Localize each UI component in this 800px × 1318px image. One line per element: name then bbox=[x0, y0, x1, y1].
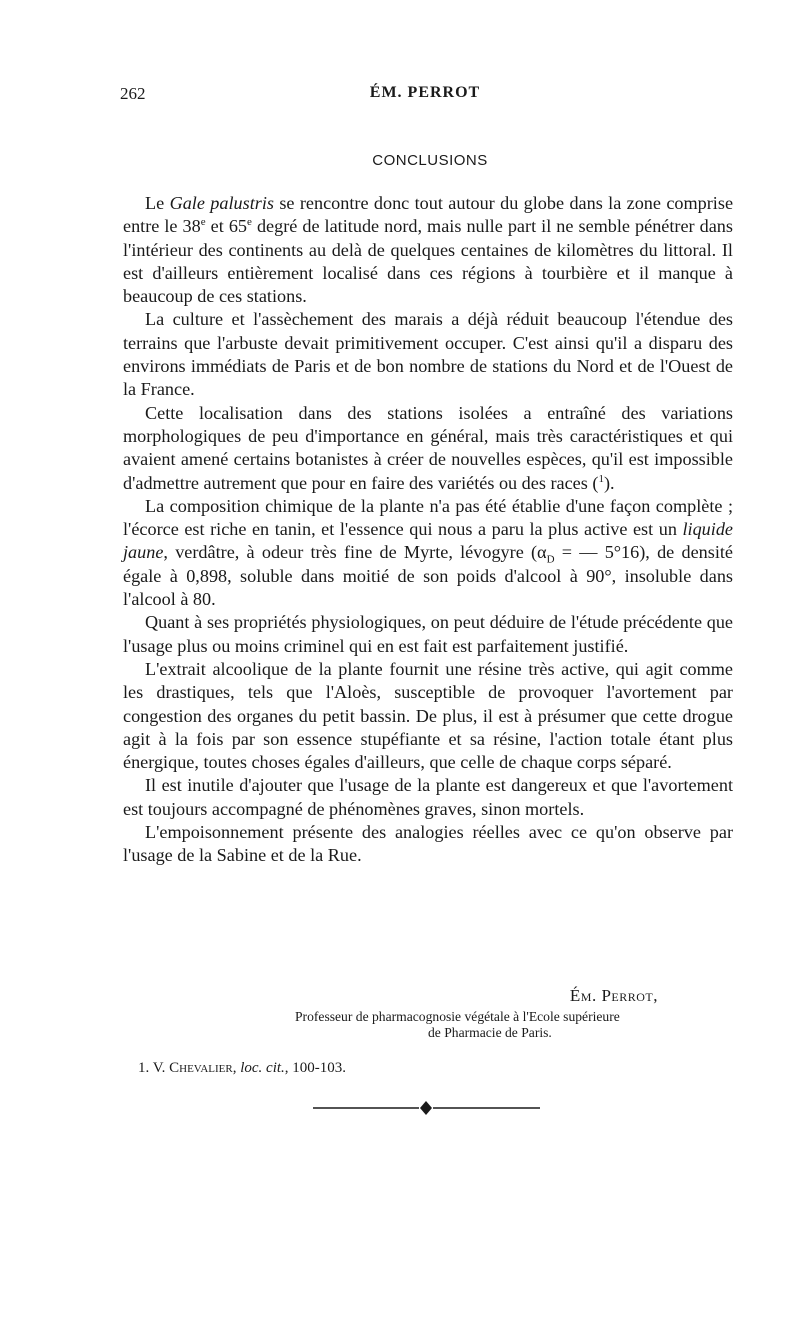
paragraph-1-text: se rencontre donc tout autour du globe dans la zone comprise entre le 38 bbox=[123, 193, 734, 237]
paragraph-4-mid: , verdâtre, à odeur très fine de Myrte, lévogyre (α bbox=[163, 542, 547, 563]
paragraph-3 bbox=[123, 402, 733, 495]
footnote-ref: 1 bbox=[598, 472, 604, 485]
degree-suffix-2: e bbox=[247, 216, 252, 229]
liquid-term: liquide jaune bbox=[123, 519, 733, 563]
rotation-subscript: D bbox=[546, 554, 555, 567]
paragraph-1-lead: Le bbox=[145, 193, 170, 213]
paragraph-1 bbox=[123, 192, 733, 308]
section-title: CONCLUSIONS bbox=[372, 152, 488, 169]
footnote-author: Chevalier bbox=[169, 1060, 233, 1076]
paragraph-3-text: Cette localisation dans des stations isolées a entraîné des variations morphologiques de peu d'importance en général, mais très caractéristiques et qui avaient amené certains botanistes à créer de nouvelles espèces, qu'il est impossible d'admettre autrement que pour en faire des variétés ou des races ( bbox=[123, 402, 733, 493]
paragraph-5: Quant à ses propriétés physiologiques, on peut déduire de l'étude précédente que l'usage plus ou moins criminel qui en est fait est parfaitement justifié. bbox=[123, 612, 733, 656]
footnote bbox=[138, 1060, 346, 1077]
species-name: Gale palustris bbox=[169, 193, 274, 213]
running-head bbox=[120, 84, 730, 106]
paragraph-3-after: ). bbox=[603, 472, 615, 493]
end-ornament-icon bbox=[313, 1099, 540, 1117]
body-text bbox=[123, 192, 733, 868]
paragraph-6: L'extrait alcoolique de la plante fournit une résine très active, qui agit comme les drastiques, tels que l'Aloès, susceptible de provoquer l'avortement par congestion des organes du petit bassin. De plus, il est à présumer que cette drogue agit à la fois par son essence stupéfiante et sa résine, l'action totale étant plus énergique, toutes choses égales d'ailleurs, que celle de chaque corps séparé. bbox=[123, 658, 733, 773]
paragraph-4-tail: = — 5°16), de densité égale à 0,898, soluble dans moitié de son poids d'alcool à 90°, insoluble dans l'alcool à 80. bbox=[123, 542, 733, 610]
footnote-loc-cit: loc. cit. bbox=[240, 1060, 285, 1076]
paragraph-1-tail: degré de latitude nord, mais nulle part il ne semble pénétrer dans l'intérieur des continents au delà de quelques centaines de kilomètres du littoral. Il est d'ailleurs entièrement localisé dans ces régions à tourbière et il manque à beaucoup de ces stations. bbox=[123, 216, 733, 307]
signature-title-line-1: Professeur de pharmacognosie végétale à l'Ecole supérieure bbox=[295, 1009, 620, 1024]
paragraph-2: La culture et l'assèchement des marais a déjà réduit beaucoup l'étendue des terrains que l'arbuste devait primitivement occuper. C'est ainsi qu'il a disparu des environs immédiats de Paris et de bon nombre de stations du Nord et de l'Ouest de la France. bbox=[123, 309, 733, 400]
paragraph-7: Il est inutile d'ajouter que l'usage de la plante est dangereux et que l'avortement est toujours accompagné de phénomènes graves, sinon mortels. bbox=[123, 775, 733, 819]
signature-block bbox=[120, 986, 730, 1041]
footnote-number: 1. V. bbox=[138, 1060, 170, 1076]
signature-name: Ém. Perrot, bbox=[569, 986, 658, 1005]
paragraph-4-lead: La composition chimique de la plante n'a pas été établie d'une façon complète ; l'écorce est riche en tanin, et l'essence qui nous a paru la plus active est un bbox=[123, 495, 733, 540]
running-title: ÉM. PERROT bbox=[369, 84, 481, 101]
paragraph-1-mid: et 65 bbox=[205, 216, 248, 237]
signature-title-line-2: de Pharmacie de Paris. bbox=[428, 1025, 552, 1040]
signature-title bbox=[120, 1009, 730, 1041]
page-number: 262 bbox=[120, 84, 146, 103]
footnote-separator: , bbox=[232, 1060, 241, 1076]
paragraph-8: L'empoisonnement présente des analogies réelles avec ce qu'on observe par l'usage de la Sabine et de la Rue. bbox=[123, 822, 733, 866]
footnote-pages: , 100-103. bbox=[284, 1060, 347, 1076]
paragraph-4 bbox=[123, 495, 733, 611]
degree-suffix-1: e bbox=[200, 216, 206, 229]
